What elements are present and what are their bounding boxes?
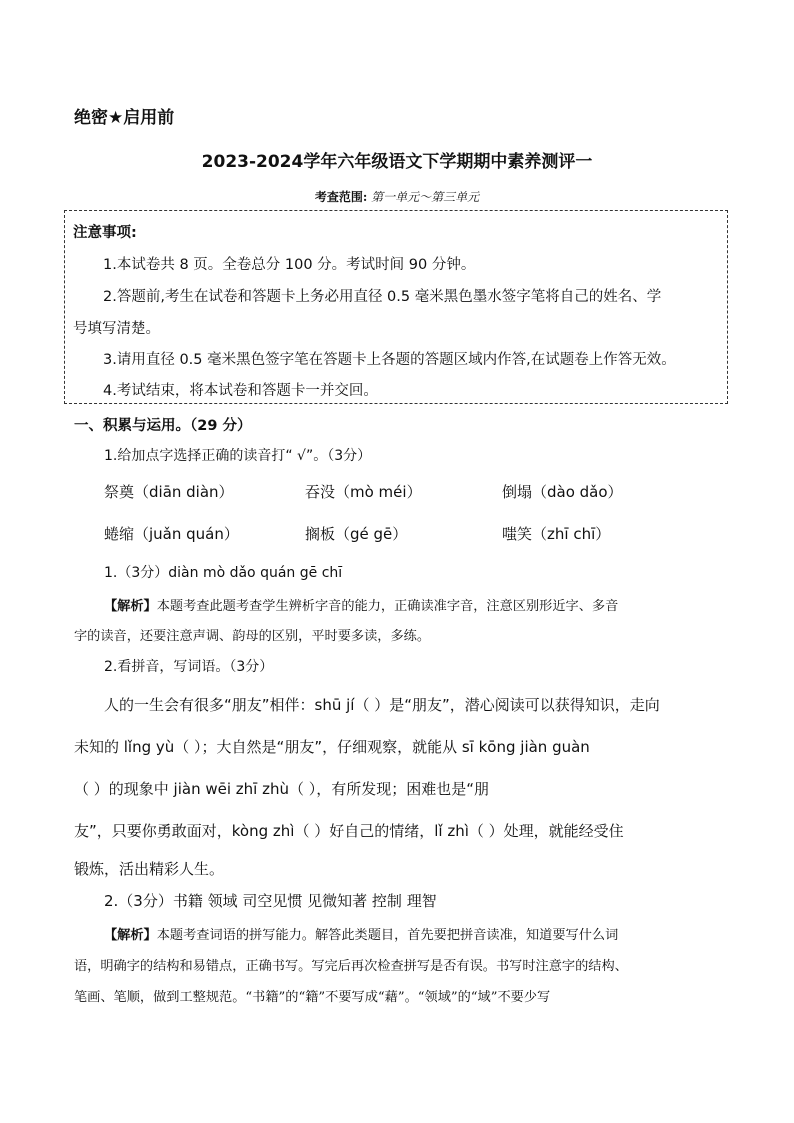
analysis-text: 本题考查词语的拼写能力。解答此类题目，首先要把拼音读准，知道要写什么词 (156, 928, 619, 943)
section-heading: 一、积累与运用。（29 分） (74, 418, 252, 434)
question-2-line: 友”，只要你勇敢面对，kòng zhì（ ）好自己的情绪，lǐ zhì（ ）处理，就能经受住 (74, 822, 624, 840)
scope-label: 考查范围: (314, 190, 368, 204)
question-2-analysis (104, 924, 618, 943)
exam-scope (0, 188, 794, 205)
scope-value: 第一单元～第三单元 (371, 190, 480, 204)
analysis-tag: 【解析】 (104, 599, 157, 614)
question-2-line: 未知的 lǐng yù（ ）；大自然是“朋友”，仔细观察，就能从 sī kōng jiàn guàn (74, 738, 590, 756)
notice-item: 2.答题前,考生在试卷和答题卡上务必用直径 0.5 毫米黑色墨水签字笔将自己的姓名、学 (103, 289, 662, 305)
notice-item: 号填写清楚。 (73, 321, 160, 337)
notice-item: 4.考试结束，将本试卷和答题卡一并交回。 (103, 383, 378, 399)
analysis-text: 字的读音，还要注意声调、韵母的区别，平时要多读，多练。 (74, 629, 431, 644)
page-title: 2023-2024学年六年级语文下学期期中素养测评一 (201, 152, 593, 172)
question-1-answer: 1.（3分）diàn mò dǎo quán gē chī (104, 565, 343, 581)
pinyin-option: 吞没（mò méi） (305, 483, 422, 501)
question-2-line: （ ）的现象中 jiàn wēi zhī zhù（ ），有所发现；困难也是“朋 (74, 780, 490, 798)
pinyin-option: 嗤笑（zhī chī） (502, 525, 611, 543)
question-1-analysis (104, 595, 618, 614)
pinyin-option: 祭奠（diān diàn） (104, 483, 234, 501)
question-2-line: 人的一生会有很多“朋友”相伴：shū jí（ ）是“朋友”，潜心阅读可以获得知识，走向 (104, 696, 660, 714)
notice-box (64, 210, 728, 404)
question-2-line: 锻炼，活出精彩人生。 (74, 860, 225, 878)
analysis-text: 语，明确字的结构和易错点，正确书写。写完后再次检查拼写是否有误。书写时注意字的结构、 (74, 959, 628, 974)
notice-item: 1.本试卷共 8 页。全卷总分 100 分。考试时间 90 分钟。 (103, 257, 476, 273)
secret-mark: 绝密★启用前 (74, 108, 175, 128)
analysis-tag: 【解析】 (104, 928, 157, 943)
analysis-text: 本题考查此题考查学生辨析字音的能力，正确读准字音，注意区别形近字、多音 (156, 599, 619, 614)
pinyin-option: 搁板（gé gē） (305, 525, 408, 543)
question-2-answer: 2.（3分）书籍 领域 司空见惯 见微知著 控制 理智 (104, 892, 437, 910)
question-2-prompt: 2.看拼音，写词语。（3分） (104, 659, 274, 675)
analysis-text: 笔画、笔顺，做到工整规范。“书籍”的“籍”不要写成“藉”。“领域”的“域”不要少写 (74, 990, 551, 1005)
notice-heading: 注意事项: (73, 225, 137, 241)
notice-item: 3.请用直径 0.5 毫米黑色签字笔在答题卡上各题的答题区域内作答,在试题卷上作答无效。 (103, 352, 676, 368)
question-1-prompt: 1.给加点字选择正确的读音打“ √”。（3分） (104, 448, 372, 464)
pinyin-option: 倒塌（dào dǎo） (502, 483, 623, 501)
pinyin-option: 蜷缩（juǎn quán） (104, 525, 239, 543)
